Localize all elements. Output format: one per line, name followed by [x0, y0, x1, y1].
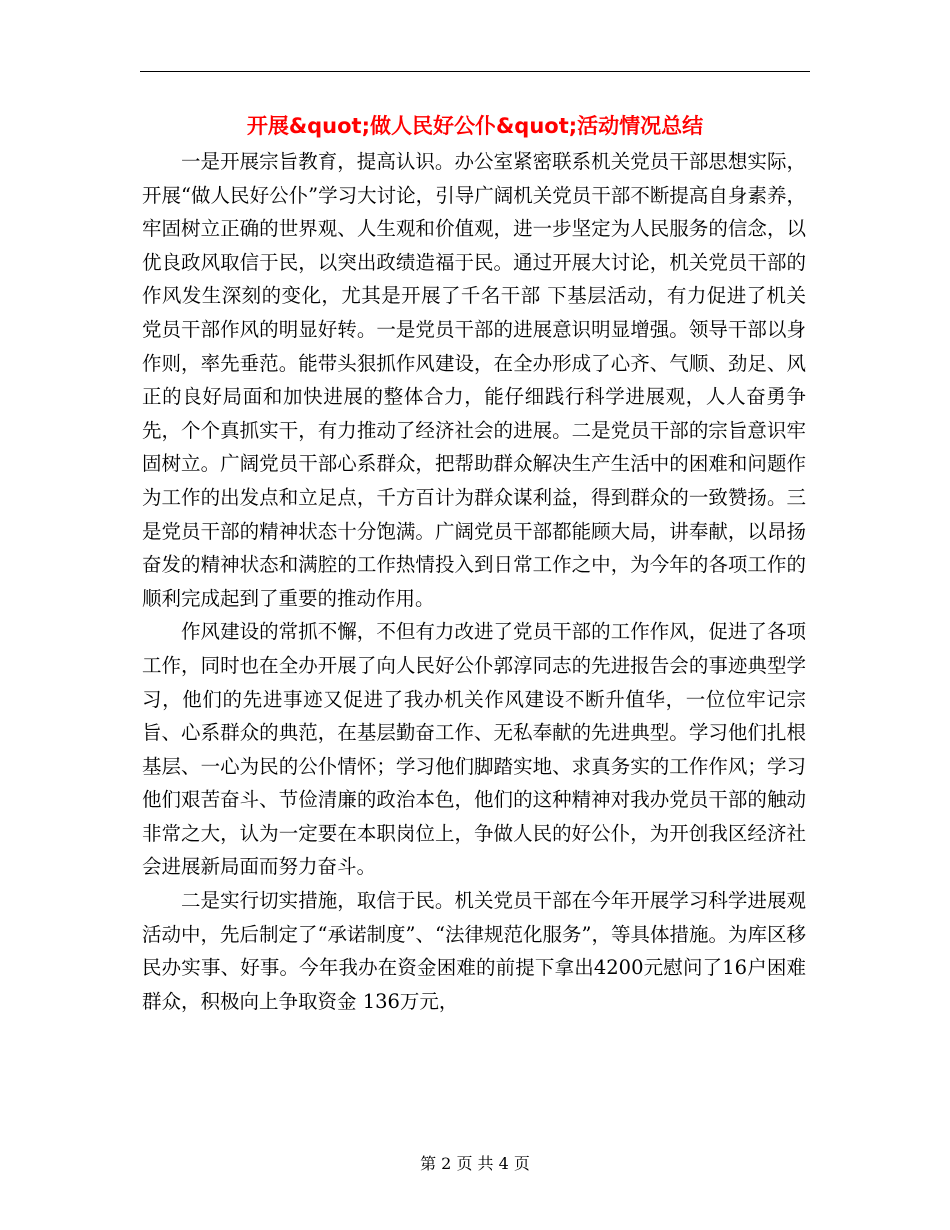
- header-rule: [140, 71, 810, 72]
- page-number-footer: 第 2 页 共 4 页: [420, 1154, 530, 1173]
- document-title: 开展&quot;做人民好公仆&quot;活动情况总结: [246, 114, 704, 138]
- document-body: [142, 145, 806, 1018]
- paragraph-2: 作风建设的常抓不懈，不但有力改进了党员干部的工作作风，促进了各项工作，同时也在全办开展了向人民好公仆郭淳同志的先进报告会的事迹典型学习，他们的先进事迹又促进了我办机关作风建设不断升值华，一位位牢记宗旨、心系群众的典范，在基层勤奋工作、无私奉献的先进典型。学习他们扎根基层、一心为民的公仆情怀；学习他们脚踏实地、求真务实的工作作风；学习他们艰苦奋斗、节俭清廉的政治本色，他们的这种精神对我办党员干部的触动非常之大，认为一定要在本职岗位上，争做人民的好公仆，为开创我区经济社会进展新局面而努力奋斗。: [142, 620, 806, 879]
- paragraph-3: 二是实行切实措施，取信于民。机关党员干部在今年开展学习科学进展观活动中，先后制定了“承诺制度”、“法律规范化服务”，等具体措施。为库区移民办实事、好事。今年我办在资金困难的前提下拿出4200元慰问了16户困难群众，积极向上争取资金 136万元，: [142, 889, 806, 1013]
- paragraph-1: 一是开展宗旨教育，提高认识。办公室紧密联系机关党员干部思想实际，开展“做人民好公仆”学习大讨论，引导广阔机关党员干部不断提高自身素养，牢固树立正确的世界观、人生观和价值观，进一步坚定为人民服务的信念，以优良政风取信于民，以突出政绩造福于民。通过开展大讨论，机关党员干部的作风发生深刻的变化，尤其是开展了千名干部 下基层活动，有力促进了机关党员干部作风的明显好转。一是党员干部的进展意识明显增强。领导干部以身作则，率先垂范。能带头狠抓作风建设，在全办形成了心齐、气顺、劲足、风正的良好局面和加快进展的整体合力，能仔细践行科学进展观，人人奋勇争先，个个真抓实干，有力推动了经济社会的进展。二是党员干部的宗旨意识牢固树立。广阔党员干部心系群众，把帮助群众解决生产生活中的困难和问题作为工作的出发点和立足点，千方百计为群众谋利益，得到群众的一致赞扬。三是党员干部的精神状态十分饱满。广阔党员干部都能顾大局，讲奉献，以昂扬奋发的精神状态和满腔的工作热情投入到日常工作之中，为今年的各项工作的顺利完成起到了重要的推动作用。: [142, 150, 806, 610]
